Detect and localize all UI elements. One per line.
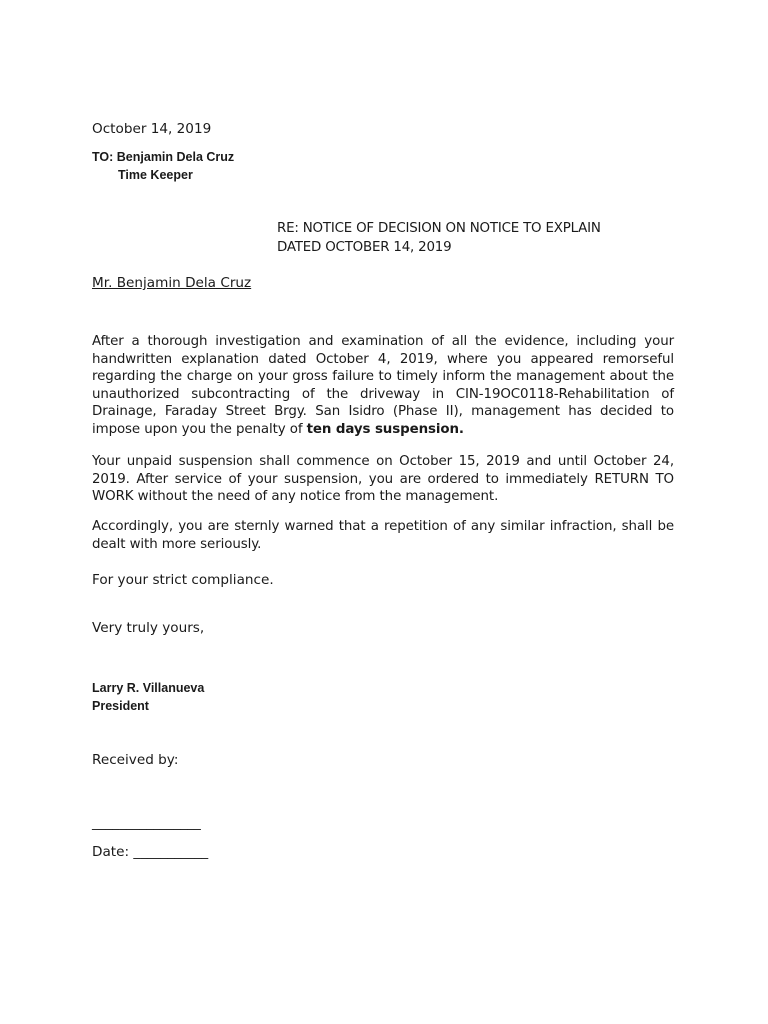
date-line: Date: ___________ (92, 844, 209, 860)
paragraph-suspension: Your unpaid suspension shall commence on October 15, 2019 and until October 24, 2019. After service of your suspension, you are ordered to immediately RETURN TO WORK without the need of any notice from the management. (92, 454, 674, 505)
closing-line: Very truly yours, (92, 620, 205, 636)
paragraph-decision (92, 333, 674, 439)
signatory-name: Larry R. Villanueva (92, 681, 205, 695)
recipient-title: Time Keeper (118, 168, 193, 182)
salutation: Mr. Benjamin Dela Cruz (92, 275, 252, 291)
recipient-line (92, 150, 234, 164)
subject-line-1: RE: NOTICE OF DECISION ON NOTICE TO EXPLAIN (277, 221, 601, 236)
paragraph-warning: Accordingly, you are sternly warned that a repetition of any similar infraction, shall be dealt with more seriously. (92, 519, 674, 552)
subject-line-2: DATED OCTOBER 14, 2019 (277, 240, 452, 255)
penalty-emphasis: ten days suspension. (306, 421, 464, 437)
to-label: TO: (92, 150, 114, 164)
signatory-title: President (92, 699, 149, 713)
received-by-label: Received by: (92, 752, 179, 768)
paragraph-decision-text: After a thorough investigation and examination of all the evidence, including your handwritten explanation dated October 4, 2019, where you appeared remorseful regarding the charge on your gross failure to timely inform the management about the unauthorized subcontracting of the driveway in CIN-19OC0118-Rehabilitation of Drainage, Faraday Street Brgy. San Isidro (Phase II), management has decided to impose upon you the penalty of (92, 334, 674, 437)
recipient-name: Benjamin Dela Cruz (116, 150, 235, 164)
signature-line: ________________ (92, 815, 201, 831)
compliance-line: For your strict compliance. (92, 572, 274, 588)
letter-date: October 14, 2019 (92, 121, 212, 137)
